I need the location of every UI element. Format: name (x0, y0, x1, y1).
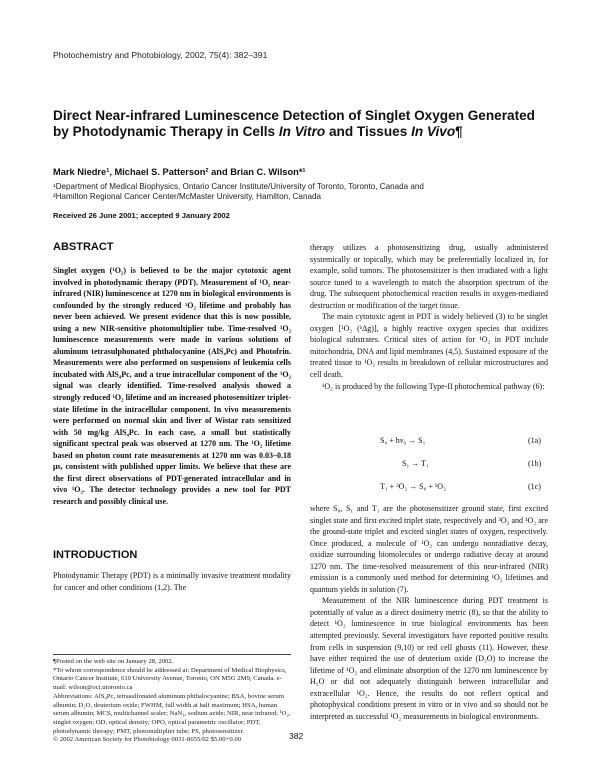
journal-citation: Photochemistry and Photobiology, 2002, 75(4): 382–391 (53, 50, 268, 60)
right-paragraph-2: The main cytotoxic agent in PDT is widely believed (3) to be singlet oxygen [¹O₂ (¹Δg)], a highly reactive oxygen species that oxidizes biological substrates. Critical sites of action for ¹O₂ in PDT include mitochondria, DNA and lipid membranes (4,5). Sustained exposure of the treated tissue to ¹O₂ results in breakdown of cellular microstructures and cell death. (310, 312, 548, 380)
equation-1b: S₁ → T₁ (402, 459, 429, 468)
equation-1a: S₀ + hν₀ → S₁ (380, 436, 426, 445)
abstract-body (53, 265, 291, 507)
equation-1c: T₁ + ³O₂ → S₀ + ¹O₂ (380, 482, 446, 491)
intro-paragraph-start: Photodynamic Therapy (PDT) is a minimally invasive treatment modality for cancer and other conditions (1,2). The (53, 571, 291, 592)
abstract-text: Singlet oxygen (¹O₂) is believed to be the major cytotoxic agent involved in photodynamic therapy (PDT). Measurement of ¹O₂ near-infrared (NIR) luminescence at 1270 nm in biological environments is confounded by the strongly reduced ¹O₂ lifetime and probably has never been achieved. We present evidence that this is now possible, using a new NIR-sensitive photomultiplier tube. Time-resolved ¹O₂ luminescence measurements were made in various solutions of aluminum tetrasulphonated phthalocyanine (AlS₄Pc) and Photofrin. Measurements were also performed on suspensions of leukemia cells incubated with AlS₄Pc, and a true intracellular component of the ¹O₂ signal was clearly identified. Time-resolved analysis showed a strongly reduced ¹O₂ lifetime and an increased photosensitizer triplet-state lifetime in the intracellular component. In vivo measurements were performed on normal skin and liver of Wistar rats sensitized with 50 mg/kg AlS₄Pc. In each case, a small but statistically significant spectral peak was observed at 1270 nm. The ¹O₂ lifetime based on photon count rate measurements at 1270 nm was 0.03–0.18 μs, consistent with published upper limits. We believe that these are the first direct observations of PDT-generated intracellular and in vivo ¹O₂. The detector technology provides a new tool for PDT research and possibly clinical use. (53, 266, 291, 506)
right-column-top (310, 242, 548, 392)
equation-1b-number: (1b) (528, 459, 542, 468)
footnote-copyright: © 2002 American Society for Photobiology 0031-8655/02 $5.00+0.00 (53, 736, 242, 744)
received-dates: Received 26 June 2001; accepted 9 January 2002 (53, 211, 230, 220)
author-list: Mark Niedre¹, Michael S. Patterson² and Brian C. Wilson*¹ (53, 167, 306, 177)
title-part-2: and Tissues (325, 124, 412, 139)
intro-left-text (53, 570, 291, 593)
paper-title (53, 108, 553, 140)
affiliation-2: ²Hamilton Regional Cancer Center/McMaster University, Hamilton, Canada (53, 192, 321, 201)
title-italic-1: In Vitro (278, 124, 326, 139)
right-paragraph-1: therapy utilizes a photosensitizing drug, usually administered systemically or topically, which may be preferentially localized in, for example, solid tumors. The photosensitizer is then irradiated with a light source tuned to a wavelength to match the absorption spectrum of the drug. The subsequent photochemical reaction results in oxygen-mediated destruction or modification of the target tissue. (310, 243, 548, 310)
footnote-rule (53, 654, 291, 655)
footnote-abbreviations: Abbreviations: AlS₄Pc, tetrasulfonated aluminum phthalocyanine; BSA, bovine serum albumin; D₂O, deuterium oxide; FWHM, full width at half maximum; HSA, human serum albumin; MCS, multichannel scaler; NaN₃, sodium azide; NIR, near infrared; ¹O₂, singlet oxygen; OD, optical density; OPO, optical parametric oscillator; PDT, photodynamic therapy; PMT, photomultiplier tube; PS, photosensitizer. (53, 692, 291, 735)
equation-1a-number: (1a) (528, 436, 541, 445)
affiliation-1: ¹Department of Medical Biophysics, Ontario Cancer Institute/University of Toronto, Toronto, Canada and (53, 182, 424, 191)
right-paragraph-5: Measurement of the NIR luminescence during PDT treatment is potentially of value as a direct dosimetry metric (8), so that the ability to detect ¹O₂ luminescence in true biological environments has been attempted previously. Several investigators have reported positive results from cells in suspension (9,10) or red cell ghosts (11). However, these have either required the use of deuterium oxide (D₂O) to increase the lifetime of ¹O₂ and eliminate absorption of the 1270 nm luminescence by H₂O or did not adequately distinguish between intracellular and extracellular ¹O₂. Hence, the results do not reflect optical and photophysical conditions present in vitro or in vivo and so should not be interpreted as successful ¹O₂ measurements in biological environments. (310, 596, 548, 721)
title-italic-2: In Vivo (411, 124, 456, 139)
abstract-heading: ABSTRACT (53, 241, 114, 253)
right-column-bottom (310, 503, 548, 722)
introduction-heading: INTRODUCTION (53, 549, 138, 561)
title-footnote-mark: ¶ (455, 124, 463, 139)
title-part-1: Direct Near-infrared Luminescence Detection of Singlet Oxygen Generated by Photodynamic Therapy in Cells (53, 108, 535, 139)
footnotes (53, 658, 291, 745)
equation-1c-number: (1c) (528, 482, 541, 491)
footnote-correspondence: *To whom correspondence should be addressed at: Department of Medical Biophysics, Ontario Cancer Institute, 610 University Avenue, Toronto, ON M5G 2M9, Canada. e-mail: wilson@oci.utoronto.ca (53, 666, 287, 692)
page-number: 382 (289, 731, 304, 741)
footnote-posted: ¶Posted on the web site on January 28, 2002. (53, 658, 174, 665)
right-paragraph-3: ¹O₂ is produced by the following Type-II photochemical pathway (6): (322, 381, 545, 391)
right-paragraph-4: where S₀, S₁ and T₁ are the photosensitizer ground state, first excited singlet state and first excited triplet state, respectively and ³O₂ and ¹O₂ are the ground-state triplet and excited singlet states of oxygen, respectively. Once produced, a molecule of ¹O₂ can undergo nonradiative decay, oxidize surrounding biomolecules or undergo radiative decay at around 1270 nm. The time-resolved measurement of this near-infrared (NIR) emission is a commonly used method for determining ¹O₂ lifetimes and quantum yields in solution (7). (310, 504, 548, 594)
